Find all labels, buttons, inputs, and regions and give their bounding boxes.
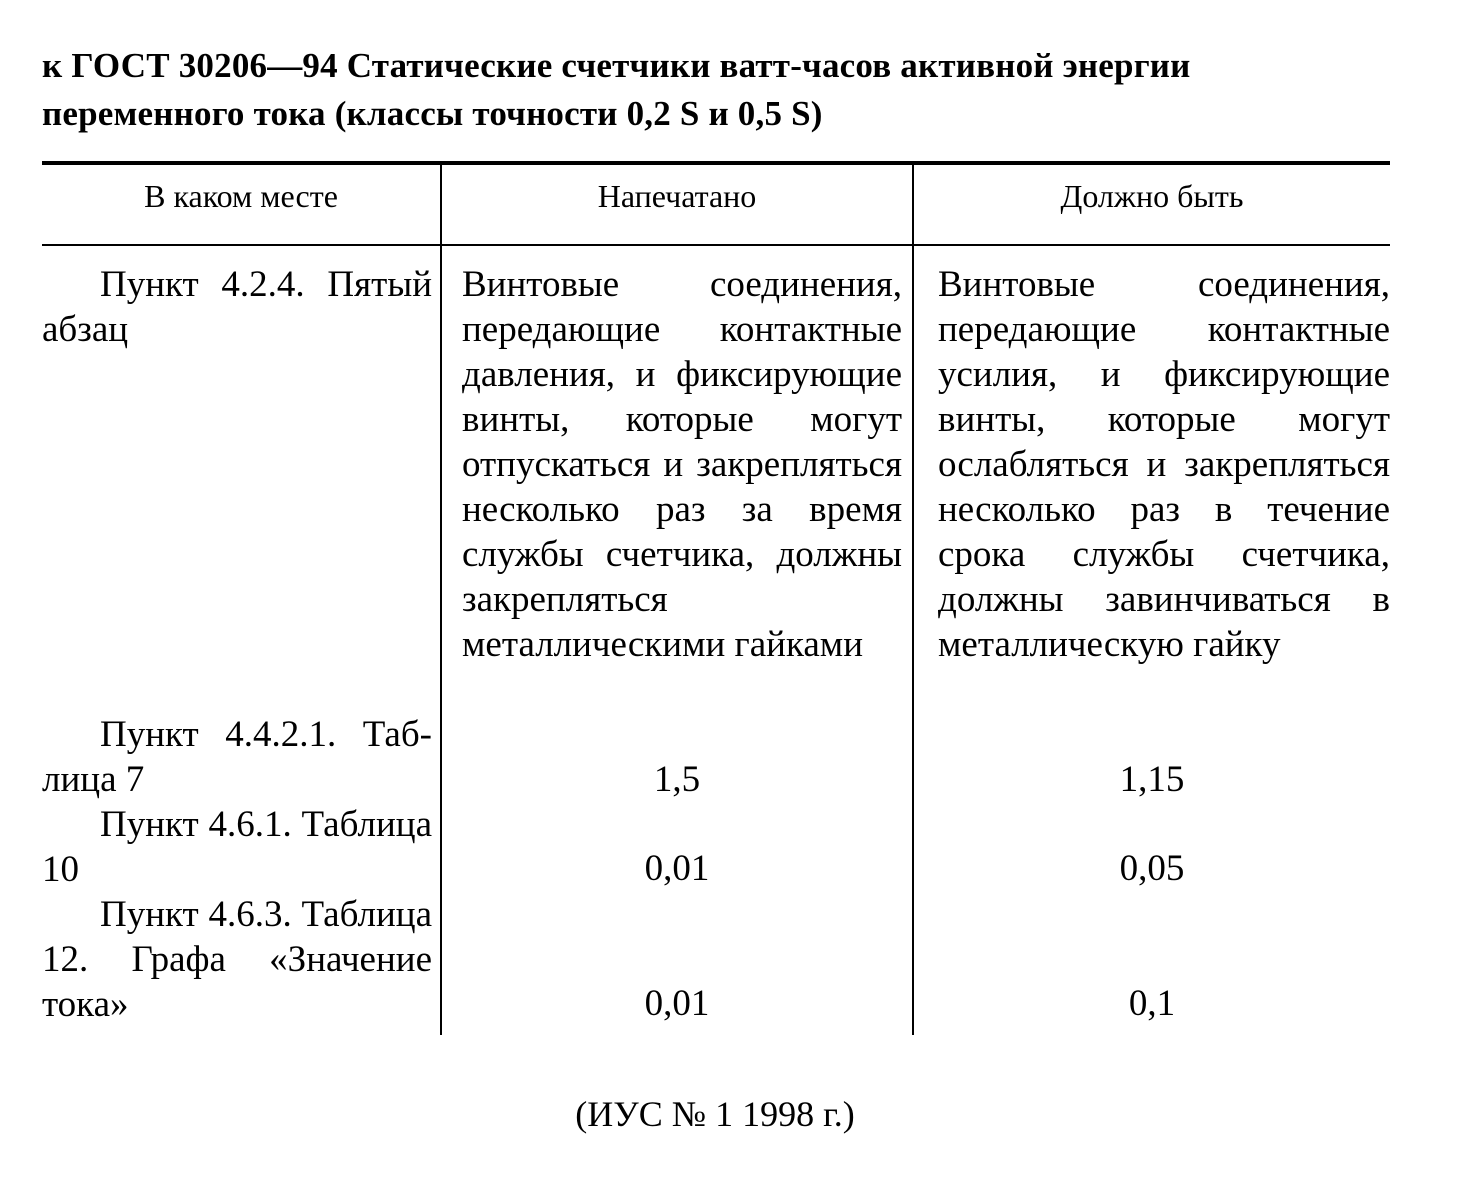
table-top-rule [42, 161, 1390, 165]
row1-should-be: Винтовые соединения, передающие контактные усилия, и фиксирующие винты, которые могут ослабляться и закрепляться несколько раз в течение срока службы счетчика, должны завинчиваться в металлическую гайку [938, 264, 1390, 665]
row4-should-be: 0,1 [1128, 983, 1176, 1024]
table-column-divider-1 [440, 165, 442, 1035]
document-title: к ГОСТ 30206—94 Статические счетчики ватт-часов активной энергии переменного тока (классы точности 0,2 S и 0,5 S) [42, 46, 1191, 133]
row4-place: Пункт 4.6.3. Таблица 12. Графа «Значение тока» [42, 894, 432, 1025]
row3-should-be: 0,05 [1119, 848, 1185, 889]
row1-place: Пункт 4.2.4. Пятый абзац [42, 264, 432, 350]
row4-printed: 0,01 [644, 983, 710, 1024]
row3-place: Пункт 4.6.1. Таблица 10 [42, 804, 432, 890]
row2-should-be: 1,15 [1119, 759, 1185, 800]
row1-printed: Винтовые соединения, передающие контактные давления, и фиксирующие винты, которые могут отпускаться и закрепляться несколько раз за время службы счетчика, должны закрепляться металлическими гайками [462, 264, 902, 665]
header-place: В каком месте [144, 178, 338, 214]
row2-printed: 1,5 [653, 759, 701, 800]
table-header-rule [42, 244, 1390, 246]
table-column-divider-2 [912, 165, 914, 1035]
header-printed: Напечатано [597, 178, 757, 214]
row2-place: Пункт 4.4.2.1. Таблица 7 [42, 714, 432, 800]
header-should-be: Должно быть [1060, 178, 1244, 214]
row3-printed: 0,01 [644, 848, 710, 889]
footer-reference: (ИУС № 1 1998 г.) [575, 1094, 855, 1134]
